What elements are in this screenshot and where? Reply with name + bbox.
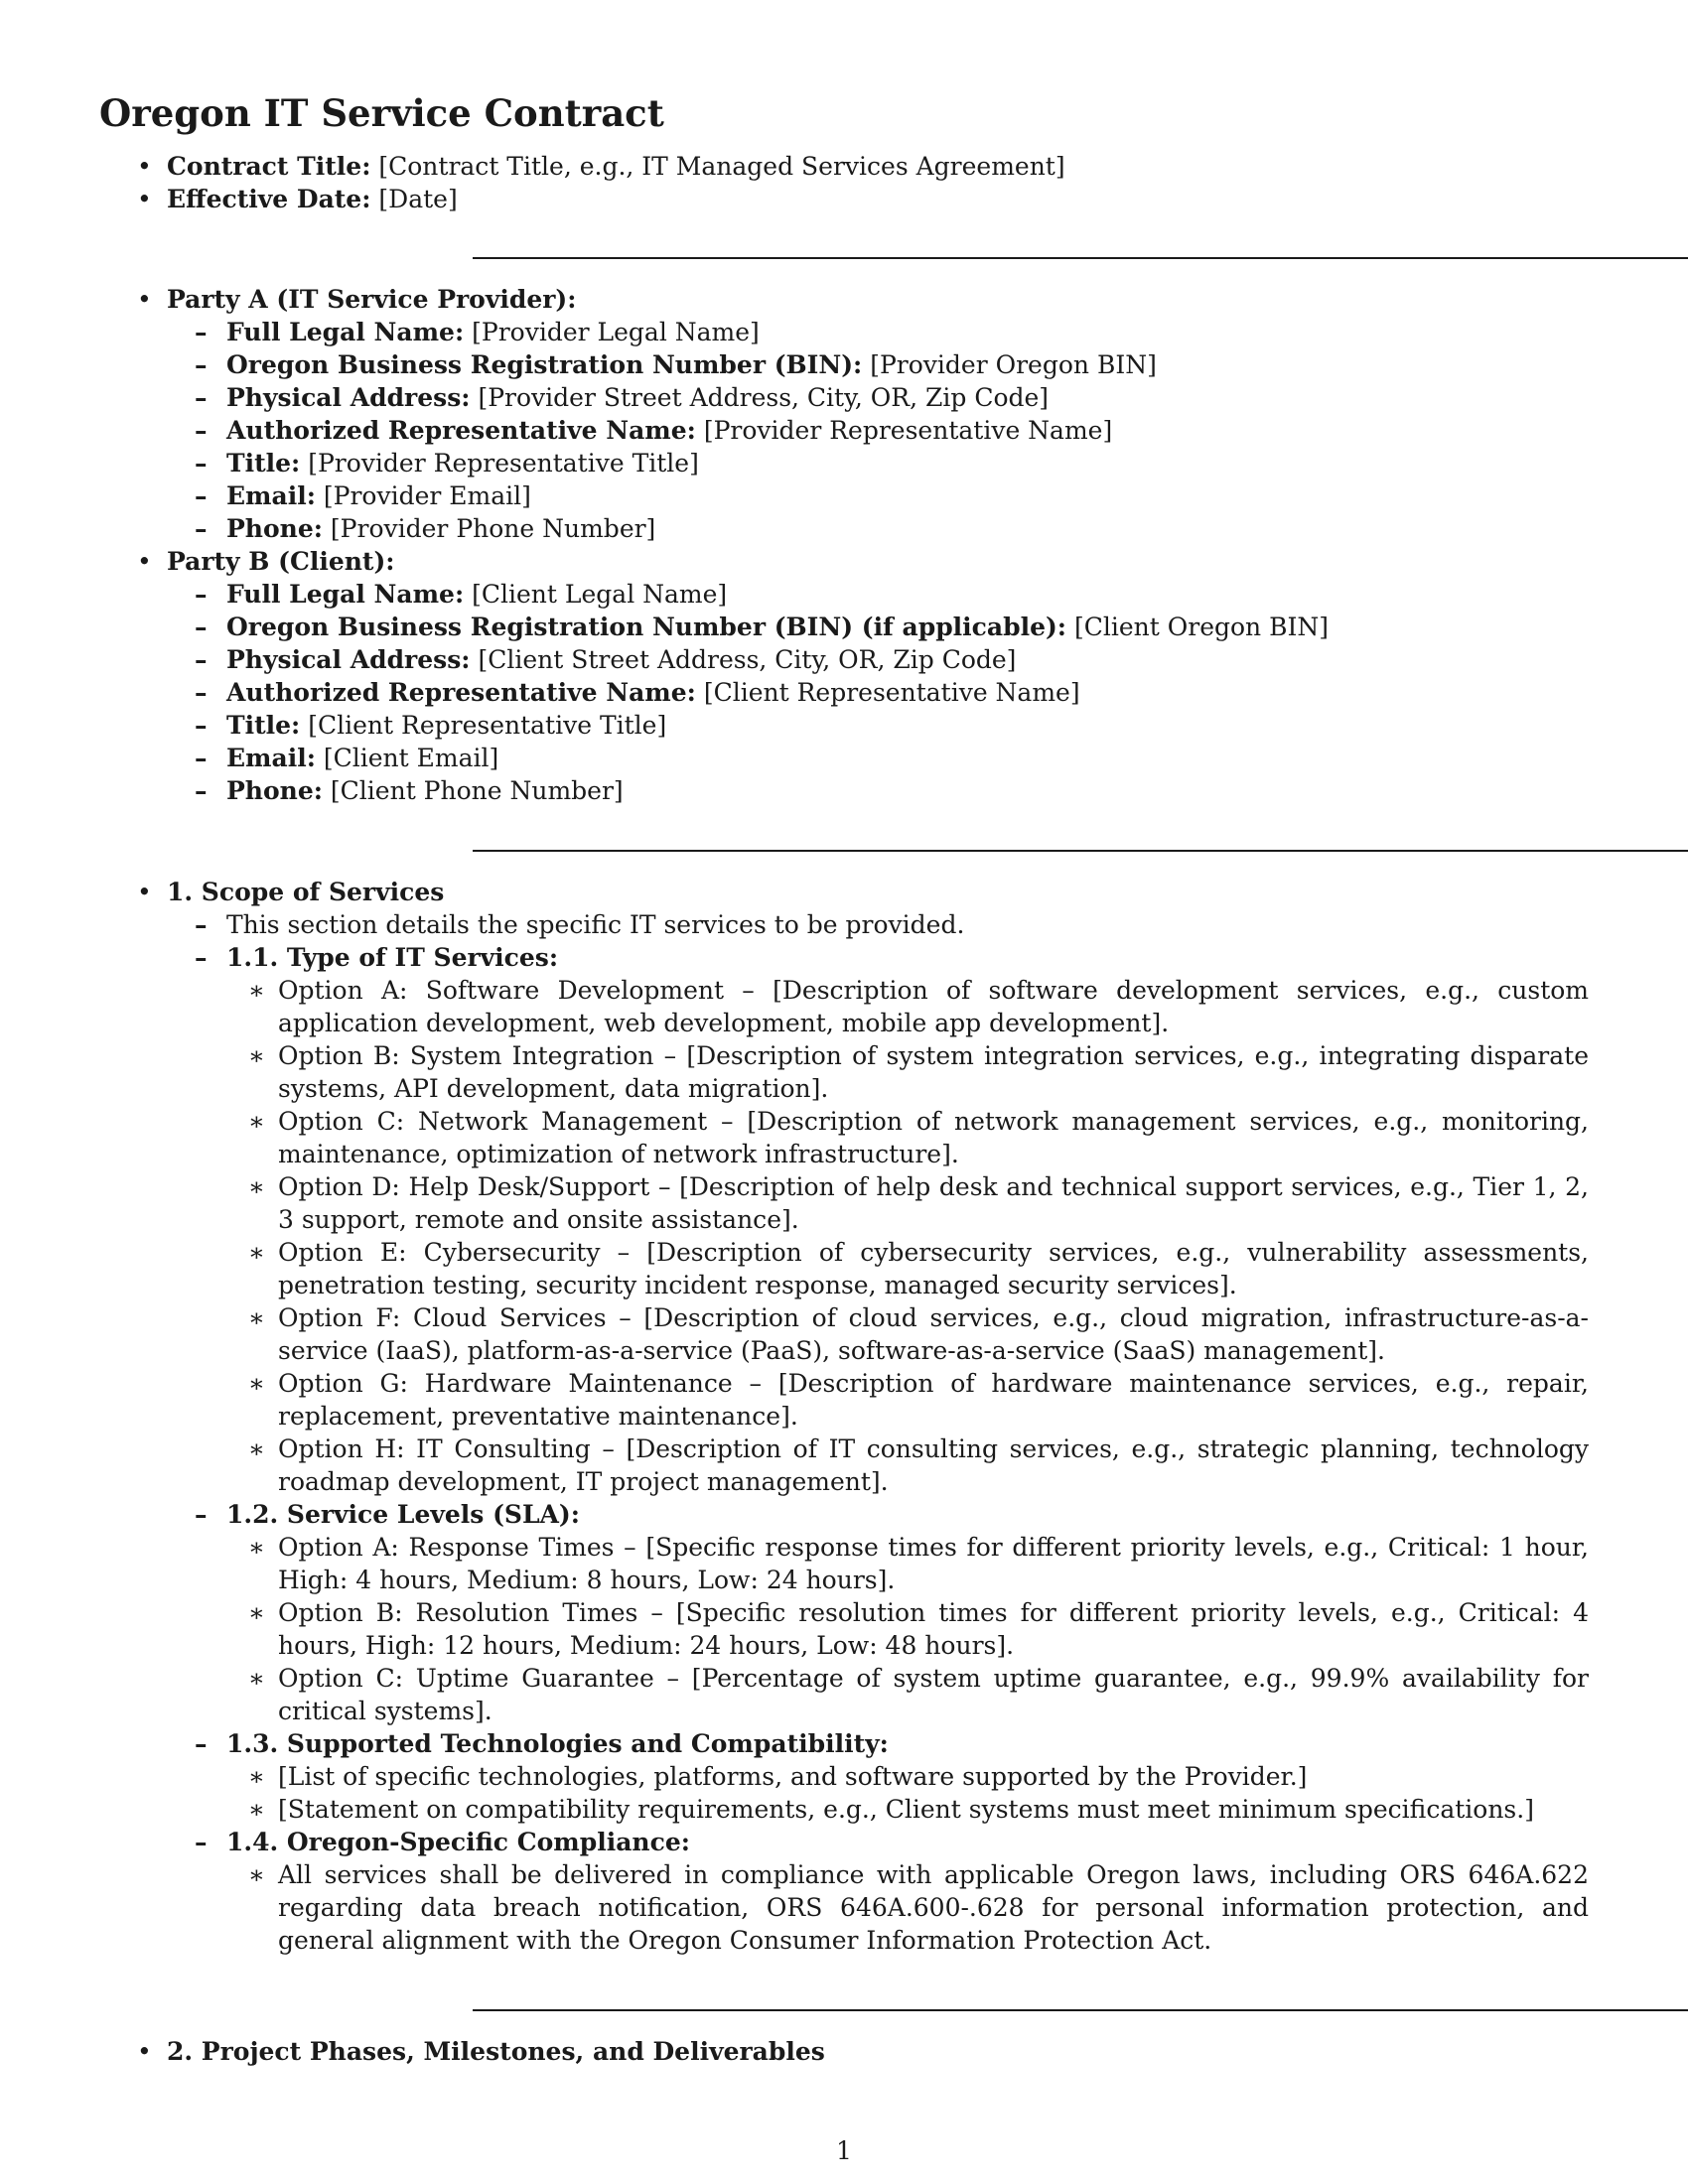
list-item: – Title: [Client Representative Title] [167,709,1589,742]
section-1 [99,876,1589,1957]
list-item: – Email: [Provider Email] [167,479,1589,512]
list-item: – Oregon Business Registration Number (BIN): [Provider Oregon BIN] [167,348,1589,381]
list-item: • Contract Title: [Contract Title, e.g., IT Managed Services Agreement] [99,150,1589,183]
list-item: – Title: [Provider Representative Title] [167,447,1589,479]
list-item: ∗ Option A: Response Times – [Specific response times for different priority levels, e.g., Critical: 1 hour, High: 4 hours, Medium: 8 hours, Low: 24 hours]. [226,1531,1589,1596]
list-item: ∗ Option G: Hardware Maintenance – [Description of hardware maintenance services, e.g., repair, replacement, preventative maintenance]. [226,1367,1589,1433]
horizontal-rule [473,2009,1688,2011]
list-item: – Phone: [Client Phone Number] [167,774,1589,807]
section-1-heading: 1. Scope of Services [167,878,445,906]
list-item: ∗ Option H: IT Consulting – [Description of IT consulting services, e.g., strategic planning, technology roadmap development, IT project management]. [226,1433,1589,1498]
subsection-1-1: – 1.1. Type of IT Services: ∗ Option A: Software Development – [Description of software development services, e.g., custom application development, web development, mobile app development]. ∗ Option B: System Integration – [Description of system integration services, e.g., integrating disparate systems, API development, data migration]. ∗ Option C: Network Management – [Description of network management services, e.g., monitoring, maintenance, optimization of network infrastructure]. ∗ Option D: Help Desk/Support – [Description of help desk and technical support services, e.g., Tier 1, 2, 3 support, remote and onsite assistance]. ∗ Option E: Cybersecurity – [Description of cybersecurity services, e.g., vulnerability assessments, penetration testing, security incident response, managed security services]. ∗ Option F: Cloud Services – [Description of cloud services, e.g., cloud migration, infrastructure-as-a-service (IaaS), platform-as-a-service (PaaS), software-as-a-service (SaaS) management]. ∗ Option G: Hardware Maintenance – [Description of hardware maintenance services, e.g., repair, replacement, preventative maintenance]. ∗ Option H: IT Consulting – [Description of IT consulting services, e.g., strategic planning, technology roadmap development, IT project management]. [167,941,1589,1498]
list-item: ∗ Option C: Network Management – [Description of network management services, e.g., monitoring, maintenance, optimization of network infrastructure]. [226,1105,1589,1170]
list-item: – Full Legal Name: [Client Legal Name] [167,578,1589,611]
list-item: ∗ [List of specific technologies, platforms, and software supported by the Provider.] [226,1760,1589,1793]
list-item: ∗ Option A: Software Development – [Description of software development services, e.g., custom application development, web development, mobile app development]. [226,974,1589,1039]
section-1-item [99,876,1589,1957]
list-item: – Physical Address: [Provider Street Address, City, OR, Zip Code] [167,381,1589,414]
parties-list [99,283,1589,807]
party-a: • Party A (IT Service Provider): – Full Legal Name: [Provider Legal Name] – Oregon Business Registration Number (BIN): [Provider Oregon BIN] – Physical Address: [Provider Street Address, City, OR, Zip Code] – Authorized Representative Name: [Provider Representative Name] – Title: [Provider Representative Title] – Email: [Provider Email] – Phone: [Provider Phone Number] [99,283,1589,545]
subsection-1-3: – 1.3. Supported Technologies and Compatibility: ∗ [List of specific technologies, platforms, and software supported by the Provider.] ∗ [Statement on compatibility requirements, e.g., Client systems must meet minimum specifications.] [167,1727,1589,1826]
list-item: • Effective Date: [Date] [99,183,1589,215]
party-b: • Party B (Client): – Full Legal Name: [Client Legal Name] – Oregon Business Registration Number (BIN) (if applicable): [Client Oregon BIN] – Physical Address: [Client Street Address, City, OR, Zip Code] – Authorized Representative Name: [Client Representative Name] – Title: [Client Representative Title] – Email: [Client Email] – Phone: [Client Phone Number] [99,545,1589,807]
contract-header-list [99,150,1589,215]
list-item: ∗ Option E: Cybersecurity – [Description of cybersecurity services, e.g., vulnerability assessments, penetration testing, security incident response, managed security services]. [226,1236,1589,1301]
section-2-heading: 2. Project Phases, Milestones, and Deliverables [167,2037,825,2066]
horizontal-rule [473,257,1688,259]
list-item: – Email: [Client Email] [167,742,1589,774]
page-number: 1 [836,2136,852,2165]
list-item: ∗ Option F: Cloud Services – [Description of cloud services, e.g., cloud migration, infrastructure-as-a-service (IaaS), platform-as-a-service (PaaS), software-as-a-service (SaaS) management]. [226,1301,1589,1367]
list-item: – Physical Address: [Client Street Address, City, OR, Zip Code] [167,643,1589,676]
list-item: ∗ Option D: Help Desk/Support – [Description of help desk and technical support services, e.g., Tier 1, 2, 3 support, remote and onsite assistance]. [226,1170,1589,1236]
horizontal-rule [473,850,1688,852]
list-item: ∗ Option C: Uptime Guarantee – [Percentage of system uptime guarantee, e.g., 99.9% availability for critical systems]. [226,1662,1589,1727]
list-item: ∗ Option B: System Integration – [Description of system integration services, e.g., integrating disparate systems, API development, data migration]. [226,1039,1589,1105]
subsection-1-2: – 1.2. Service Levels (SLA): ∗ Option A: Response Times – [Specific response times for different priority levels, e.g., Critical: 1 hour, High: 4 hours, Medium: 8 hours, Low: 24 hours]. ∗ Option B: Resolution Times – [Specific resolution times for different priority levels, e.g., Critical: 4 hours, High: 12 hours, Medium: 24 hours, Low: 48 hours]. ∗ Option C: Uptime Guarantee – [Percentage of system uptime guarantee, e.g., 99.9% availability for critical systems]. [167,1498,1589,1727]
subsection-1-4: – 1.4. Oregon-Specific Compliance: ∗ All services shall be delivered in compliance with applicable Oregon laws, including ORS 646A.622 regarding data breach notification, ORS 646A.600-.628 for personal information protection, and general alignment with the Oregon Consumer Information Protection Act. [167,1826,1589,1957]
section-2 [99,2035,1589,2068]
list-item: ∗ [Statement on compatibility requirements, e.g., Client systems must meet minimum specifications.] [226,1793,1589,1826]
list-item: – Authorized Representative Name: [Client Representative Name] [167,676,1589,709]
list-item: ∗ Option B: Resolution Times – [Specific resolution times for different priority levels, e.g., Critical: 4 hours, High: 12 hours, Medium: 24 hours, Low: 48 hours]. [226,1596,1589,1662]
list-item: – Authorized Representative Name: [Provider Representative Name] [167,414,1589,447]
list-item: – Full Legal Name: [Provider Legal Name] [167,316,1589,348]
section-2-item [99,2035,1589,2068]
section-1-intro: – This section details the specific IT services to be provided. [167,908,1589,941]
list-item: – Oregon Business Registration Number (BIN) (if applicable): [Client Oregon BIN] [167,611,1589,643]
document-title: Oregon IT Service Contract [99,91,664,135]
list-item: ∗ All services shall be delivered in compliance with applicable Oregon laws, including ORS 646A.622 regarding data breach notification, ORS 646A.600-.628 for personal information protection, and general alignment with the Oregon Consumer Information Protection Act. [226,1858,1589,1957]
list-item: – Phone: [Provider Phone Number] [167,512,1589,545]
